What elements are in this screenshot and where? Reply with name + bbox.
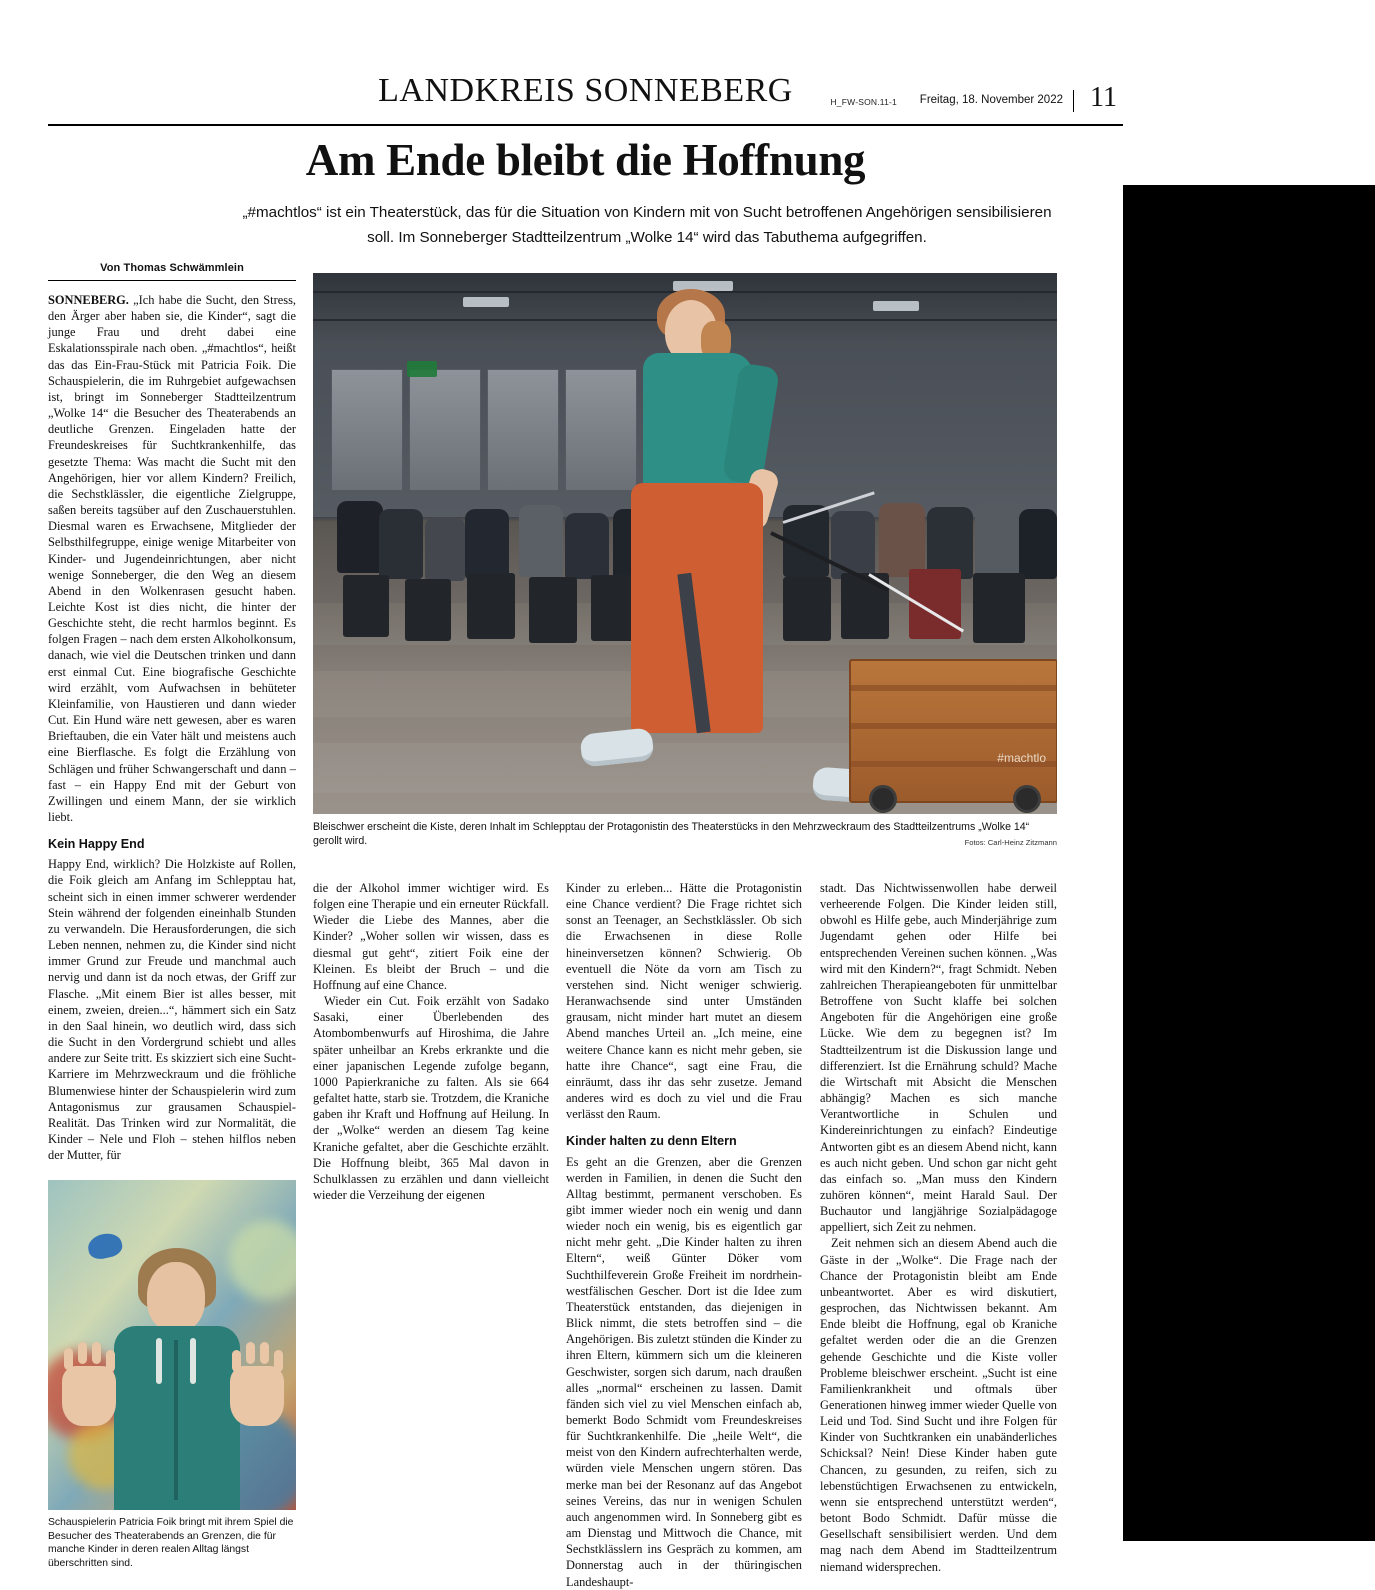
crate-plank bbox=[851, 685, 1056, 691]
article-paragraph bbox=[48, 292, 296, 825]
chair bbox=[783, 577, 831, 641]
actress-head bbox=[147, 1262, 205, 1332]
finger bbox=[78, 1342, 87, 1364]
article-headline: Am Ende bleibt die Hoffnung bbox=[305, 135, 866, 185]
finger bbox=[92, 1342, 101, 1364]
article-column-2 bbox=[313, 880, 549, 1203]
finger bbox=[64, 1348, 73, 1370]
chair bbox=[405, 579, 451, 641]
chair bbox=[343, 575, 389, 637]
audience-member bbox=[465, 509, 509, 579]
hoodie-string bbox=[190, 1338, 196, 1384]
crate-wheel bbox=[869, 785, 897, 813]
window bbox=[565, 369, 637, 491]
audience-member bbox=[565, 513, 609, 579]
byline-rule bbox=[48, 280, 296, 281]
audience-member bbox=[425, 517, 465, 581]
finger bbox=[260, 1342, 269, 1364]
finger bbox=[106, 1350, 115, 1372]
audience-member bbox=[831, 511, 875, 579]
ceiling-light-icon bbox=[873, 301, 919, 311]
article-subhead: „#machtlos“ ist ein Theaterstück, das für die Situation von Kindern mit von Sucht betroffenen Angehörigen sensibilisieren soll. Im Sonneberger Stadtteilzentrum „Wolke 14“ wird das Tabuthema aufgegriffen. bbox=[242, 204, 1052, 246]
article-column-1 bbox=[48, 292, 296, 1163]
page-number: 11 bbox=[1090, 82, 1117, 113]
crate-label: #machtlo bbox=[997, 751, 1046, 765]
audience-member bbox=[1019, 509, 1057, 579]
audience-member bbox=[975, 501, 1023, 579]
masthead-rule bbox=[48, 124, 1123, 126]
finger bbox=[274, 1350, 283, 1372]
photo-credit: Fotos: Carl-Heinz Zitzmann bbox=[964, 838, 1057, 847]
second-photo bbox=[48, 1180, 296, 1510]
audience-member bbox=[879, 503, 925, 577]
crate-wheel bbox=[1013, 785, 1041, 813]
masthead-date: Freitag, 18. November 2022 bbox=[919, 94, 1063, 106]
dateline: SONNEBERG. bbox=[48, 293, 129, 307]
wooden-crate bbox=[849, 659, 1057, 803]
audience-member bbox=[519, 505, 563, 577]
subheading-kinder-halten-zu-denn-eltern: Kinder halten zu denn Eltern bbox=[566, 1134, 737, 1149]
article-column-4 bbox=[820, 880, 1057, 1575]
article-paragraph: stadt. Das Nichtwissenwollen habe derweil verheerende Folgen. Die Kinder leiden still, obwohl es Hilfe gebe, auch Minderjährige zum Jugendamt gehen oder Hilfe bei entsprechenden Vereinen suchen können. „Was wird mit den Kindern?“, fragt Schmidt. Neben zahlreichen Therapieangeboten für unmittelbar Betroffene von Sucht klaffe bei solchen Angeboten für die Angehörigen eine große Lücke. Wie dem zu begegnen ist? Im Stadtteilzentrum ist die Diskussion lange und differenziert. Ist die Ernährung schuld? Mache die Wirtschaft mit Absicht die Menschen abhängig? Machen es sich manche Verantwortliche in Schulen und Kindereinrichtungen zu einfach? Eindeutige Antworten gibt es an diesem Abend nicht, kann es auch nicht geben. Und schon gar nicht geht das einfach so. „Man muss den Kindern zuhören können“, meint Harald Saul. Der Buchautor und langjährige Sozialpädagoge appelliert, sich Zeit zu nehmen. bbox=[820, 881, 1057, 1235]
article-paragraph: Wieder ein Cut. Foik erzählt von Sadako Sasaki, einer Überlebenden des Atombombenwurfs auf Hiroshima, die Jahre später unheilbar an Krebs erkrankte und die einer japanischen Legende zufolge begann, 1000 Papierkraniche zu falten. Als sie 664 gefaltet hatte, starb sie. Trotzdem, die Kraniche gaben ihr Kraft und Hoffnung auf Heilung. In der „Wolke“ werden an diesem Tag keine Kraniche gefaltet, aber die Geschichte erzählt. Die Hoffnung bleibt, 365 Mal davon in Schulklassen zu erzählen und dann vielleicht wieder die Verzeihung der eigenen bbox=[313, 994, 549, 1202]
col1-body: „Ich habe die Sucht, den Stress, den Ärger aber haben sie, die Kinder“, sagt die junge Frau und dreht dabei eine Eskalationsspirale nach oben. „#machtlos“, heißt das das Ein-Frau-Stück mit Patricia Foik. Die Schauspielerin, die im Ruhrgebiet aufgewachsen ist, bringt im Sonneberger Stadtteilzentrum „Wolke 14“ die Besucher des Theaterabends an deutliche Grenzen. Eingeladen hatte der Freundeskreises für Suchtkrankenhilfe, das gesetzte Thema: Was macht die Sucht mit den Angehörigen, hier vor allem Kindern? Freilich, die Sechstklässler, die eigentliche Zielgruppe, saßen bereits tagsüber auf den Zuschauerstuhlen. Diesmal waren es Erwachsene, Mitglieder der Selbsthilfegruppe, einige wenige Mitarbeiter von Kinder- und Jugendeinrichtungen, aber nicht wenige Sonneberger, die den Weg an diesem Abend in den Wolkenrasen gesucht haben. Leichte Kost ist dies nicht, die hinter der Geschichte steht, die recht harmlos beginnt. Es folgen Fragen – nach dem ersten Alkoholkonsum, danach, wie viel die Deutschen trinken und dann erst einmal Cut. Eine biografische Geschichte wird erzählt, vom Aufwachsen in behüteter Kleinfamilie, von Haustieren und dann wieder Cut. Ein Hund wäre nett gewesen, aber es waren Brieftauben, die ein Vater hält und meistens auch eine Bierflasche. Es folgt die Erzählung von Schlägen und früher Schwangerschaft und dann – fast – ein Happy End mit der Geburt von Zwillingen und einem Mann, der sie wirklich liebt. bbox=[48, 293, 296, 824]
chair bbox=[973, 573, 1025, 643]
caption-text: Bleischwer erscheint die Kiste, deren Inhalt im Schlepptau der Protagonistin des Theaterstücks in den Mehrzweckraum des Stadtteilzentrums „Wolke 14“ gerollt wird. bbox=[313, 821, 1030, 847]
hoodie-zip bbox=[174, 1340, 178, 1500]
masthead-divider bbox=[1073, 90, 1074, 112]
window bbox=[409, 369, 481, 491]
main-photo-caption bbox=[313, 820, 1057, 848]
masthead-edition-code: H_FW-SON.11-1 bbox=[830, 97, 897, 107]
exit-sign-icon bbox=[407, 361, 437, 377]
chair bbox=[529, 577, 577, 643]
main-photo bbox=[313, 273, 1057, 814]
crate-plank bbox=[851, 723, 1056, 729]
article-paragraph: Zeit nehmen sich an diesem Abend auch die Gäste in der „Wolke“. Die Frage nach der Chance der Protagonistin bleibt am Ende unbeantwortet. Aber es wird diskutiert, gesprochen, das Nichtwissen bekannt. Am Ende bleibt die Hoffnung, egal ob Kraniche gefaltet werden oder die an die Grenzen gehende Geschichte und die Kiste voller Probleme bleischwer erscheint. „Sucht ist eine Familienkrankheit und oftmals über Generationen hinweg immer wieder Quelle von Leid und Tod. Sind Sucht und ihre Folgen für Kinder von Suchtkranken ein unabänderliches Schicksal? Nein! Diese Kinder haben gute Chancen, zu gesunden, zu reifen, sich zu lebenstüchtigen Erwachsenen zu entwickeln, wenn sie entsprechend unterstützt werden“, betont Bodo Schmidt. Dafür müsse die Gesellschaft sensibilisiert werden. Und dem mag nach dem Abend im Stadtteilzentrum niemand widersprechen. bbox=[820, 1236, 1057, 1574]
article-paragraph: die der Alkohol immer wichtiger wird. Es folgen eine Therapie und ein erneuter Rückfall. Wieder die Liebe des Mannes, aber die Kinder? „Woher sollen wir wissen, dass es diesmal gut geht“, zitiert Foik eine der Kleinen. Es bleibt der Bruch – und die Hoffnung auf eine Chance. bbox=[313, 881, 549, 992]
ceiling-light-icon bbox=[463, 297, 509, 307]
window bbox=[331, 369, 403, 491]
article-column-3 bbox=[566, 880, 802, 1590]
subheading-kein-happy-end: Kein Happy End bbox=[48, 837, 145, 852]
right-hand bbox=[230, 1366, 284, 1426]
window bbox=[487, 369, 559, 491]
chair bbox=[467, 573, 515, 639]
article-paragraph: Es geht an die Grenzen, aber die Grenzen werden in Familien, in denen die Sucht den Alltag bestimmt, permanent verschoben. Es gibt immer wieder noch ein wenig und dann wieder noch ein wenig, bis es eigentlich gar nicht mehr geht. „Die Kinder halten zu ihren Eltern“, weiß Günter Döker vom Suchthilfeverein Große Freiheit im nordrhein-westfälischen Gescher. Dort ist die Idee zum Theaterstück entstanden, das diejenigen in Blick nimmt, die stets betroffen sind – die Angehörigen. Bis zuletzt stünden die Kinder zu ihren Eltern, kümmern sich um die kleineren Geschwister, sorgen sich darum, nach draußen alles „normal“ erscheinen zu lassen. Damit fänden sich viel zu viel Menschen einfach ab, bemerkt Bodo Schmidt vom Freundeskreises für Suchtkrankenhilfe. Die „heile Welt“, die meist von den Kindern aufrechterhalten werde, würden viele Menschen ungern stören. Das merke man bei der Resonanz auf das Angebot seines Vereins, das nur in wenigen Schulen auch angenommen wird. In Sonneberg gibt es am Dienstag und Mittwoch die Chance, mit Sechstklässlern ins Gespräch zu kommen, am Donnerstag auch in der thüringischen Landeshaupt- bbox=[566, 1154, 802, 1589]
hoodie-string bbox=[156, 1338, 162, 1384]
second-photo-caption: Schauspielerin Patricia Foik bringt mit ihrem Spiel die Besucher des Theaterabends an Grenzen, die für manche Kinder in deren realen Alltag längst überschritten sind. bbox=[48, 1517, 294, 1569]
article-paragraph: Happy End, wirklich? Die Holzkiste auf Rollen, die Foik gleich am Anfang im Schlepptau hat, scheint sich in einen immer schwerer werdender Stein während der folgenden eineinhalb Stunden zu verwandeln. Die Herausforderungen, die sich Leben nennen, nehmen zu, die Kinder sind nicht immer Grund zur Freude und manchmal auch nervig und dann ist da noch etwas, der Griff zur Flasche. „Mit einem Bier ist alles besser, mit einem, zweien, dreien...“, hämmert sich ein Satz in den Saal hinein, wo deutlich wird, dass sich die Sucht in den Vordergrund schiebt und alles andere zur Seite tritt. Es skizziert sich eine Sucht-Karriere im Mehrzweckraum und die fröhliche Blumenwiese hinter der Schauspielerin wird zum Antagonismus zur grausamen Schauspiel-Realität. Das Trinken wird zur Normalität, die Kinder – Nele und Floh – stehen hilflos neben der Mutter, für bbox=[48, 857, 296, 1163]
audience-member bbox=[379, 509, 423, 579]
left-hand bbox=[62, 1366, 116, 1426]
finger bbox=[246, 1342, 255, 1364]
page-edge-gutter bbox=[1123, 185, 1375, 1541]
article-paragraph: Kinder zu erleben... Hätte die Protagonistin eine Chance verdient? Die Frage richtet sich sonst an Teenager, an Sechstklässler. Ob sich die Erwachsenen in diese Rolle hineinversetzen können? Schwierig. Ob eventuell die Nöte da vorn am Tisch zu verstehen sind. Nicht weniger schwierig. Heranwachsende sind unter Umständen grausam, nicht minder hart mutet an diesem Abend manches Urteil an. „Ich meine, eine weitere Chance kann es nicht mehr geben, sie hatte ihre Chance“, sagt eine Frau, die einräumt, dass ihr das sehr zusetze. Jemand anderes wird es doch zu viel und die Frau verlässt den Raum. bbox=[566, 881, 802, 1122]
article-byline: Von Thomas Schwämmlein bbox=[100, 262, 244, 274]
masthead-title: LANDKREIS SONNEBERG bbox=[378, 72, 793, 109]
finger bbox=[232, 1350, 241, 1372]
masthead bbox=[48, 72, 1123, 124]
audience-member bbox=[337, 501, 383, 573]
